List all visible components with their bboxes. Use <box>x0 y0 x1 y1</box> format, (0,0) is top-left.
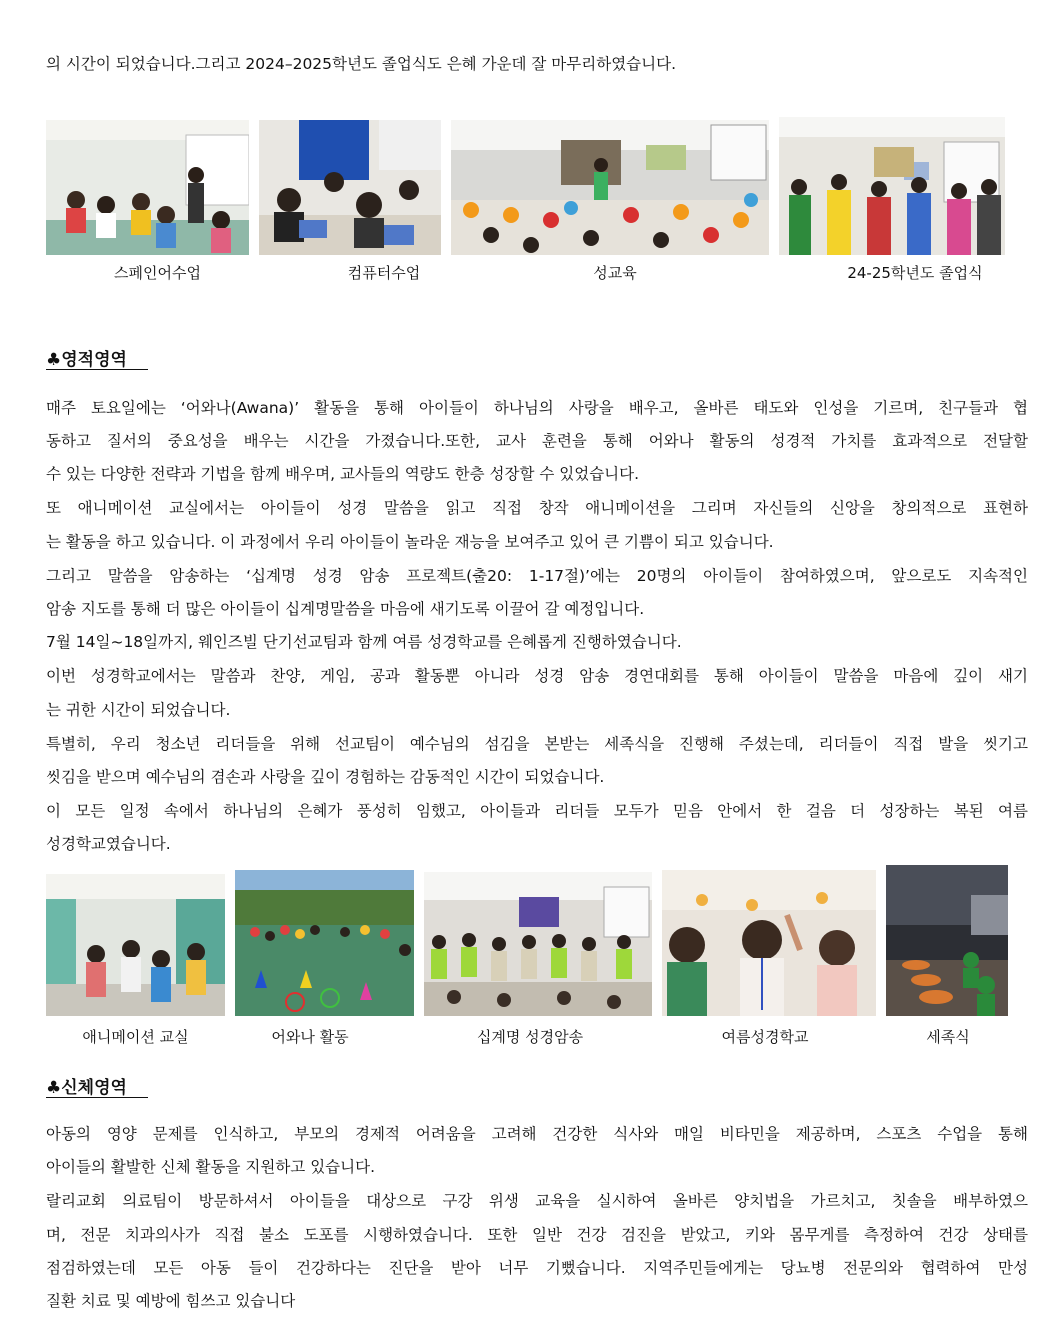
spiritual-line-1: 매주 토요일에는 ‘어와나(Awana)’ 활동을 통해 아이들이 하나님의 사랑을 배우고, 올바른 태도와 인성을 기르며, 친구들과 협 <box>46 399 1028 417</box>
photo-animation-class <box>46 874 225 1016</box>
spiritual-line-2: 동하고 질서의 중요성을 배우는 시간을 가졌습니다.또한, 교사 훈련을 통해 어와나 활동의 성경적 가치를 효과적으로 전달할 <box>46 432 1028 450</box>
caption-computer-class: 컴퓨터수업 <box>347 264 421 282</box>
photo-awana-activity <box>235 870 414 1016</box>
spiritual-line-4: 또 애니메이션 교실에서는 아이들이 성경 말씀을 읽고 직접 창작 애니메이션을 그리며 자신들의 신앙을 창의적으로 표현하 <box>46 499 1028 517</box>
physical-line-4: 며, 전문 치과의사가 직접 불소 도포를 시행하였습니다. 또한 일반 건강 검진을 받았고, 키와 몸무게를 측정하여 건강 상태를 <box>46 1226 1028 1244</box>
photo-summer-bible-school <box>662 870 876 1016</box>
spiritual-line-7: 암송 지도를 통해 더 많은 아이들이 십계명말씀을 마음에 새기도록 이끌어 갈 예정입니다. <box>46 600 645 618</box>
photo-graduation <box>779 117 1005 255</box>
physical-line-1: 아동의 영양 문제를 인식하고, 부모의 경제적 어려움을 고려해 건강한 식사와 매일 비타민을 제공하며, 스포츠 수업을 통해 <box>46 1125 1028 1143</box>
physical-line-3: 랄리교회 의료팀이 방문하셔서 아이들을 대상으로 구강 위생 교육을 실시하여 올바른 양치법을 가르치고, 칫솔을 배부하였으 <box>46 1192 1028 1210</box>
physical-heading-underline <box>46 1097 148 1098</box>
spiritual-line-5: 는 활동을 하고 있습니다. 이 과정에서 우리 아이들이 놀라운 재능을 보여주고 있어 큰 기쁨이 되고 있습니다. <box>46 533 774 551</box>
spiritual-line-9: 이번 성경학교에서는 말씀과 찬양, 게임, 공과 활동뿐 아니라 성경 암송 경연대회를 통해 아이들이 말씀을 마음에 깊이 새기 <box>46 667 1028 685</box>
photo-ten-commandments <box>424 872 652 1016</box>
spiritual-line-3: 수 있는 다양한 전략과 기법을 함께 배우며, 교사들의 역량도 한층 성장할 수 있었습니다. <box>46 465 640 483</box>
caption-spanish-class: 스페인어수업 <box>114 264 201 282</box>
physical-line-6: 질환 치료 및 예방에 힘쓰고 있습니다 <box>46 1292 296 1310</box>
caption-summer-bible-school: 여름성경학교 <box>721 1028 809 1046</box>
spiritual-heading <box>46 345 127 370</box>
caption-foot-washing: 세족식 <box>926 1028 970 1046</box>
spiritual-line-11: 특별히, 우리 청소년 리더들을 위해 선교팀이 예수님의 섬김을 본받는 세족식을 진행해 주셨는데, 리더들이 직접 발을 씻기고 <box>46 735 1028 753</box>
physical-line-5: 점검하였는데 모든 아동 들이 건강하다는 진단을 받아 너무 기뻤습니다. 지역주민들에게는 당뇨병 전문의와 협력하여 만성 <box>46 1259 1028 1277</box>
spiritual-heading-text: ♣영적영역 <box>46 350 127 370</box>
spiritual-line-10: 는 귀한 시간이 되었습니다. <box>46 701 231 719</box>
spiritual-line-12: 씻김을 받으며 예수님의 겸손과 사랑을 깊이 경험하는 감동적인 시간이 되었습니다. <box>46 768 605 786</box>
caption-animation-class: 애니메이션 교실 <box>82 1028 189 1046</box>
physical-line-2: 아이들의 활발한 신체 활동을 지원하고 있습니다. <box>46 1158 376 1176</box>
spiritual-line-8: 7월 14일~18일까지, 웨인즈빌 단기선교팀과 함께 여름 성경학교를 은혜롭게 진행하였습니다. <box>46 633 682 651</box>
photo-computer-class <box>259 120 441 255</box>
spiritual-line-6: 그리고 말씀을 암송하는 ‘십계명 성경 암송 프로젝트(출20: 1-17절)’에는 20명의 아이들이 참여하였으며, 앞으로도 지속적인 <box>46 567 1028 585</box>
physical-heading-text: ♣신체영역 <box>46 1078 127 1098</box>
photo-foot-washing <box>886 865 1008 1016</box>
physical-heading <box>46 1073 127 1098</box>
spiritual-line-13: 이 모든 일정 속에서 하나님의 은혜가 풍성히 임했고, 아이들과 리더들 모두가 믿음 안에서 한 걸음 더 성장하는 복된 여름 <box>46 802 1028 820</box>
caption-awana-activity: 어와나 활동 <box>271 1028 349 1046</box>
caption-sex-education: 성교육 <box>593 264 637 282</box>
photo-spanish-class <box>46 120 249 255</box>
caption-ten-commandments: 십계명 성경암송 <box>476 1028 584 1046</box>
spiritual-line-14: 성경학교였습니다. <box>46 835 171 853</box>
spiritual-heading-underline <box>46 369 148 370</box>
intro-line: 의 시간이 되었습니다.그리고 2024–2025학년도 졸업식도 은혜 가운데 잘 마무리하였습니다. <box>46 55 677 73</box>
caption-graduation: 24-25학년도 졸업식 <box>847 264 983 282</box>
photo-sex-education <box>451 120 769 255</box>
